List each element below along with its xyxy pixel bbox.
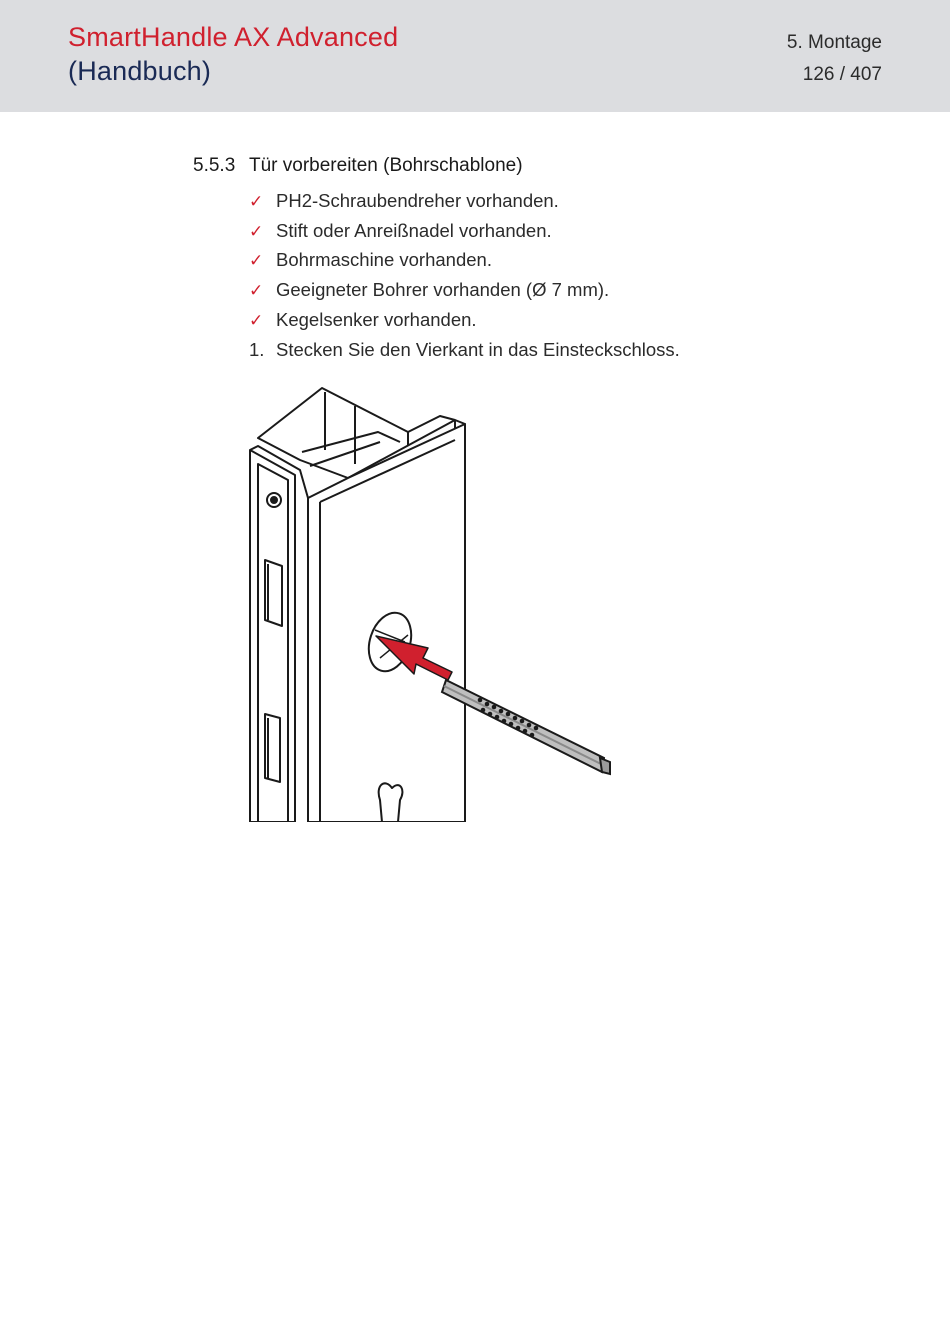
checkmark-icon: ✓ xyxy=(249,310,264,330)
spindle-rod xyxy=(442,680,610,774)
door-profile-diagram xyxy=(230,380,630,822)
document-title xyxy=(68,20,398,88)
step-text: Stecken Sie den Vierkant in das Einsteckschloss. xyxy=(276,339,680,360)
prerequisite-checklist xyxy=(249,187,609,336)
checklist-item-text: Geeigneter Bohrer vorhanden (Ø 7 mm). xyxy=(276,279,610,301)
checklist-item xyxy=(249,246,609,276)
checklist-item-text: Bohrmaschine vorhanden. xyxy=(276,249,492,271)
checklist-item xyxy=(249,306,609,336)
step-number: 1. xyxy=(249,339,265,360)
title-line-2: (Handbuch) xyxy=(68,56,212,86)
checkmark-icon: ✓ xyxy=(249,251,264,271)
title-line-1: SmartHandle AX Advanced xyxy=(68,22,399,52)
checklist-item-text: Kegelsenker vorhanden. xyxy=(276,308,477,330)
door-lock-illustration xyxy=(230,380,630,822)
checklist-item xyxy=(249,217,609,247)
section-heading xyxy=(193,155,523,177)
checklist-item-text: PH2-Schraubendreher vorhanden. xyxy=(276,190,559,211)
checkmark-icon: ✓ xyxy=(249,192,264,211)
header-meta xyxy=(787,27,882,91)
checkmark-icon: ✓ xyxy=(249,221,264,241)
checklist-item xyxy=(249,276,609,306)
section-number: 5.5.3 xyxy=(193,155,236,176)
checklist-item-text: Stift oder Anreißnadel vorhanden. xyxy=(276,219,552,241)
checklist-item xyxy=(249,187,609,217)
page-header xyxy=(0,0,950,112)
instruction-step xyxy=(249,339,680,361)
chapter-label: 5. Montage xyxy=(786,32,882,53)
checkmark-icon: ✓ xyxy=(249,281,264,301)
section-title: Tür vorbereiten (Bohrschablone) xyxy=(249,155,523,176)
page-number: 126 / 407 xyxy=(802,64,882,85)
